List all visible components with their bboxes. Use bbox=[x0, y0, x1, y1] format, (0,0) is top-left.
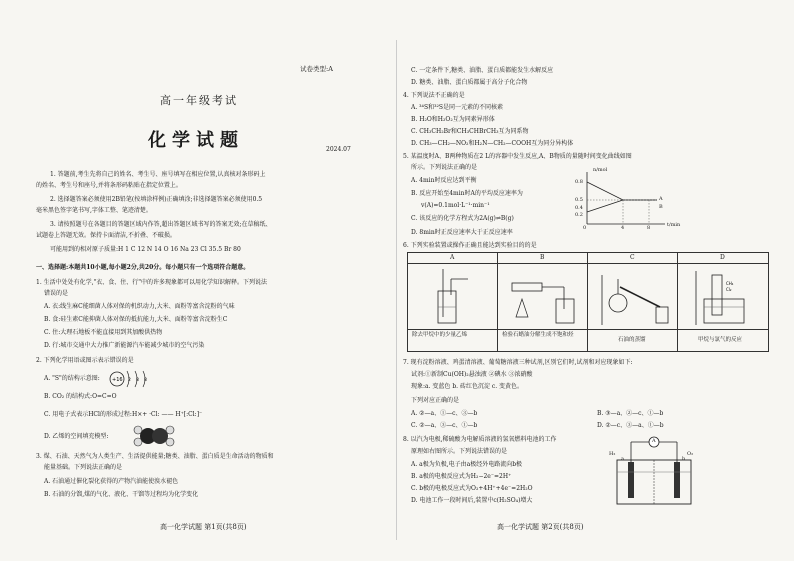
q5-stem: 5. 某温度时A、B两种物质在2 L的容器中发生反应,A、B物质的量随时间变化曲线如图 bbox=[403, 153, 632, 160]
paper-type: 试卷类型:A bbox=[300, 65, 333, 73]
q6-header-c: C bbox=[630, 254, 635, 261]
q8-stem: 原理如右图所示。下列说法错误的是 bbox=[411, 448, 508, 455]
svg-text:Cl₂: Cl₂ bbox=[726, 287, 732, 292]
svg-text:8: 8 bbox=[144, 378, 147, 383]
sulfur-ion-structure-diagram bbox=[105, 368, 155, 392]
q5-option-d: D. 8min时正反应速率大于正反应速率 bbox=[411, 229, 513, 236]
graph-xlabel: t/min bbox=[667, 222, 681, 228]
q6-caption-d: 甲烷与氯气的反应 bbox=[698, 337, 743, 343]
page-footer: 高一化学试题 第1页(共8页) bbox=[160, 523, 247, 531]
q6-header-a: A bbox=[450, 254, 455, 261]
series-b-line bbox=[587, 200, 623, 212]
exam-date: 2024.07 bbox=[326, 146, 351, 153]
q4-option-d: D. CH₃—CH₂—NO₂和H₂N—CH₂—COOH互为同分异构体 bbox=[411, 140, 574, 147]
graph-ytick: 0.8 bbox=[575, 179, 583, 185]
q5-option-c: C. 该反应的化学方程式为2A(g)⇌B(g) bbox=[411, 215, 514, 222]
q6-header-b: B bbox=[540, 254, 545, 261]
methane-chlorine-apparatus-icon bbox=[690, 269, 764, 327]
graph-xtick: 0 bbox=[583, 225, 587, 231]
q4-stem: 4. 下列说法不正确的是 bbox=[403, 92, 465, 99]
atomic-masses: 可能用到的相对原子质量:H 1 C 12 N 14 O 16 Na 23 Cl 35.5 Br 80 bbox=[50, 246, 241, 253]
series-a-label: A bbox=[659, 196, 663, 202]
q1-option-d: D. 行:城市交通中大力推广新能源汽车能减少城市的空气污染 bbox=[44, 342, 205, 349]
graph-ylabel: n/mol bbox=[593, 167, 608, 173]
q8-option-a: A. a极为负极,电子由a极经外电路流向b极 bbox=[411, 461, 523, 468]
q2-option-b: B. CO₂ 的结构式:O=C=O bbox=[44, 393, 117, 400]
q1-stem: 错误的是 bbox=[44, 290, 69, 297]
q8-stem: 8. 以汽为电极,稀硫酸为电解质溶液的氢氧燃料电池的工作 bbox=[403, 436, 557, 443]
graph-xtick: 4 bbox=[621, 225, 625, 231]
page-divider bbox=[396, 40, 397, 540]
svg-text:2: 2 bbox=[128, 378, 131, 383]
q7-option-a: A. ②—a、①—c、③—b bbox=[411, 410, 478, 417]
q3-option-d: D. 糖类、油脂、蛋白质都属于高分子化合物 bbox=[411, 79, 528, 86]
q5-stem: 所示。下列说法正确的是 bbox=[411, 164, 478, 171]
h2-inlet-label: H₂ bbox=[609, 451, 616, 457]
q2-stem: 2. 下列化学用语或图示表示错误的是 bbox=[36, 357, 134, 364]
q7-option-b: B. ③—a、②—c、①—b bbox=[597, 410, 664, 417]
graph-ytick: 0.5 bbox=[575, 197, 583, 203]
electrode-a-label: a bbox=[621, 456, 624, 462]
cracking-apparatus-icon bbox=[508, 269, 586, 327]
section-heading: 一、选择题:本题共10小题,每小题2分,共20分。每小题只有一个选项符合题意。 bbox=[36, 264, 250, 271]
q4-option-c: C. CH₃CH₂Br和CH₃CHBrCH₃互为同系物 bbox=[411, 128, 529, 135]
electrode-b-label: b bbox=[682, 456, 686, 462]
svg-text:8: 8 bbox=[136, 378, 139, 383]
q5-option-a: A. 4min时反应达到平衡 bbox=[411, 177, 477, 184]
distillation-apparatus-icon bbox=[598, 269, 676, 327]
q5-option-b: B. 反应开始至4min时A的平均反应速率为 bbox=[411, 190, 523, 197]
svg-text:+16: +16 bbox=[112, 377, 123, 383]
q3-stem: 3. 煤、石油、天然气为人类生产、生活提供能量;糖类、油脂、蛋白质是生命活动的物质和 bbox=[36, 453, 274, 460]
ammeter-label: A bbox=[652, 438, 656, 444]
q6-header-d: D bbox=[720, 254, 725, 261]
series-b-label: B bbox=[659, 204, 663, 210]
exam-title: 高一年级考试 bbox=[160, 94, 238, 107]
instruction-line: 1. 答题前,考生先将自己的姓名、考生号、座号填写在相应位置,认真核对条形码上 bbox=[50, 171, 266, 178]
q7-reagents: 试剂:①新制Cu(OH)₂悬浊液 ②碘水 ③浓硝酸 bbox=[411, 371, 533, 378]
q2-option-c: C. 用电子式表示HCl的形成过程:H×+ ·Cl: —— H⁺[:Cl:]⁻ bbox=[44, 411, 203, 418]
subject-title: 化学试题 bbox=[148, 130, 244, 151]
washing-bottle-icon bbox=[428, 269, 488, 327]
graph-xtick: 8 bbox=[647, 225, 651, 231]
o2-inlet-label: O₂ bbox=[687, 451, 694, 457]
q8-option-c: C. b极的电极反应式为O₂+4H⁺+4e⁻=2H₂O bbox=[411, 485, 533, 492]
q3-option-c: C. 一定条件下,糖类、油脂、蛋白质都能发生水解反应 bbox=[411, 67, 554, 74]
q1-stem: 1. 生活中处处有化学,"衣、食、住、行"中的许多现象都可以用化学知识解释。下列说法 bbox=[36, 279, 268, 286]
q6-caption-c: 石油的蒸馏 bbox=[618, 337, 646, 343]
q8-option-d: D. 电池工作一段时间后,装置中c(H₂SO₄)增大 bbox=[411, 497, 533, 504]
q3-stem: 能量基础。下列说法正确的是 bbox=[44, 464, 123, 471]
q3-option-a: A. 石油通过催化裂化获得的产物汽油能使溴水褪色 bbox=[44, 478, 179, 485]
q5-option-b-cont: v(A)=0.1mol·L⁻¹·min⁻¹ bbox=[421, 202, 490, 209]
q4-option-a: A. ³⁴S和³²S是同一元素的不同核素 bbox=[411, 104, 503, 111]
right-page bbox=[397, 0, 794, 561]
q7-option-d: D. ②—c、③—a、①—b bbox=[597, 422, 664, 429]
q7-stem: 7. 现有淀粉溶液、鸡蛋清溶液、葡萄糖溶液三种试剂,区别它们时,试剂和对应现象如下: bbox=[403, 359, 633, 366]
page-footer: 高一化学试题 第2页(共8页) bbox=[497, 523, 584, 531]
svg-text:CH₄: CH₄ bbox=[726, 281, 734, 286]
q2-option-a: A. "S"的结构示意图: bbox=[44, 375, 100, 382]
q1-option-c: C. 住:大理石地板不能直接用到其加酸供热物 bbox=[44, 329, 163, 336]
q6-caption-a: 除去甲烷中的少量乙烯 bbox=[412, 332, 468, 338]
q6-caption-b: 检验石蜡油分解生成不饱和烃 bbox=[502, 332, 574, 338]
q3-option-b: B. 石油的分馏,煤的气化、液化、干馏等过程均为化学变化 bbox=[44, 491, 199, 498]
instruction-line: 2. 选择题答案必须使用2B铅笔(按填涂样例)正确填涂;非选择题答案必须使用0.5 bbox=[50, 196, 263, 203]
instruction-line: 试题卷上答题无效。保持卡面清洁,不折叠、不破损。 bbox=[36, 232, 176, 239]
q6-stem: 6. 下列实验装置或操作正确且能达到实验目的的是 bbox=[403, 242, 537, 249]
q6-apparatus-table bbox=[407, 252, 769, 352]
graph-ytick: 0.4 bbox=[575, 205, 583, 211]
q4-option-b: B. H₂O和H₂O₂互为同素异形体 bbox=[411, 116, 495, 123]
q1-option-b: B. 食:硅生素C能抑菌人体对保的抵抗能力,大米、面粉等富含淀粉生C bbox=[44, 316, 228, 323]
q7-prompt: 下列对应正确的是 bbox=[411, 397, 460, 404]
instruction-line: 3. 请按照题号在各题目的答题区域内作答,超出答题区域书写的答案无效;在草稿纸、 bbox=[50, 221, 272, 228]
series-a-line bbox=[587, 182, 657, 200]
graph-ytick: 0.2 bbox=[575, 212, 583, 218]
q7-option-c: C. ②—a、③—c、①—b bbox=[411, 422, 478, 429]
ethylene-model-icon bbox=[132, 424, 176, 448]
q7-phenomena: 现象:a. 变蓝色 b. 砖红色沉淀 c. 变黄色。 bbox=[411, 383, 524, 390]
q1-option-a: A. 衣:线生麻C能细菌人体对保的机织动力,大米、面粉等富含淀粉的气味 bbox=[44, 303, 235, 310]
q2-option-d: D. 乙烯的空间填充模型: bbox=[44, 433, 109, 440]
instruction-line: 毫米黑色签字笔书写,字体工整、笔迹清楚。 bbox=[36, 207, 152, 214]
q8-option-b: B. a极的电极反应式为H₂−2e⁻=2H⁺ bbox=[411, 473, 512, 480]
instruction-line: 的姓名、考生号和座号,并将条形码粘贴在指定位置上。 bbox=[36, 182, 182, 189]
